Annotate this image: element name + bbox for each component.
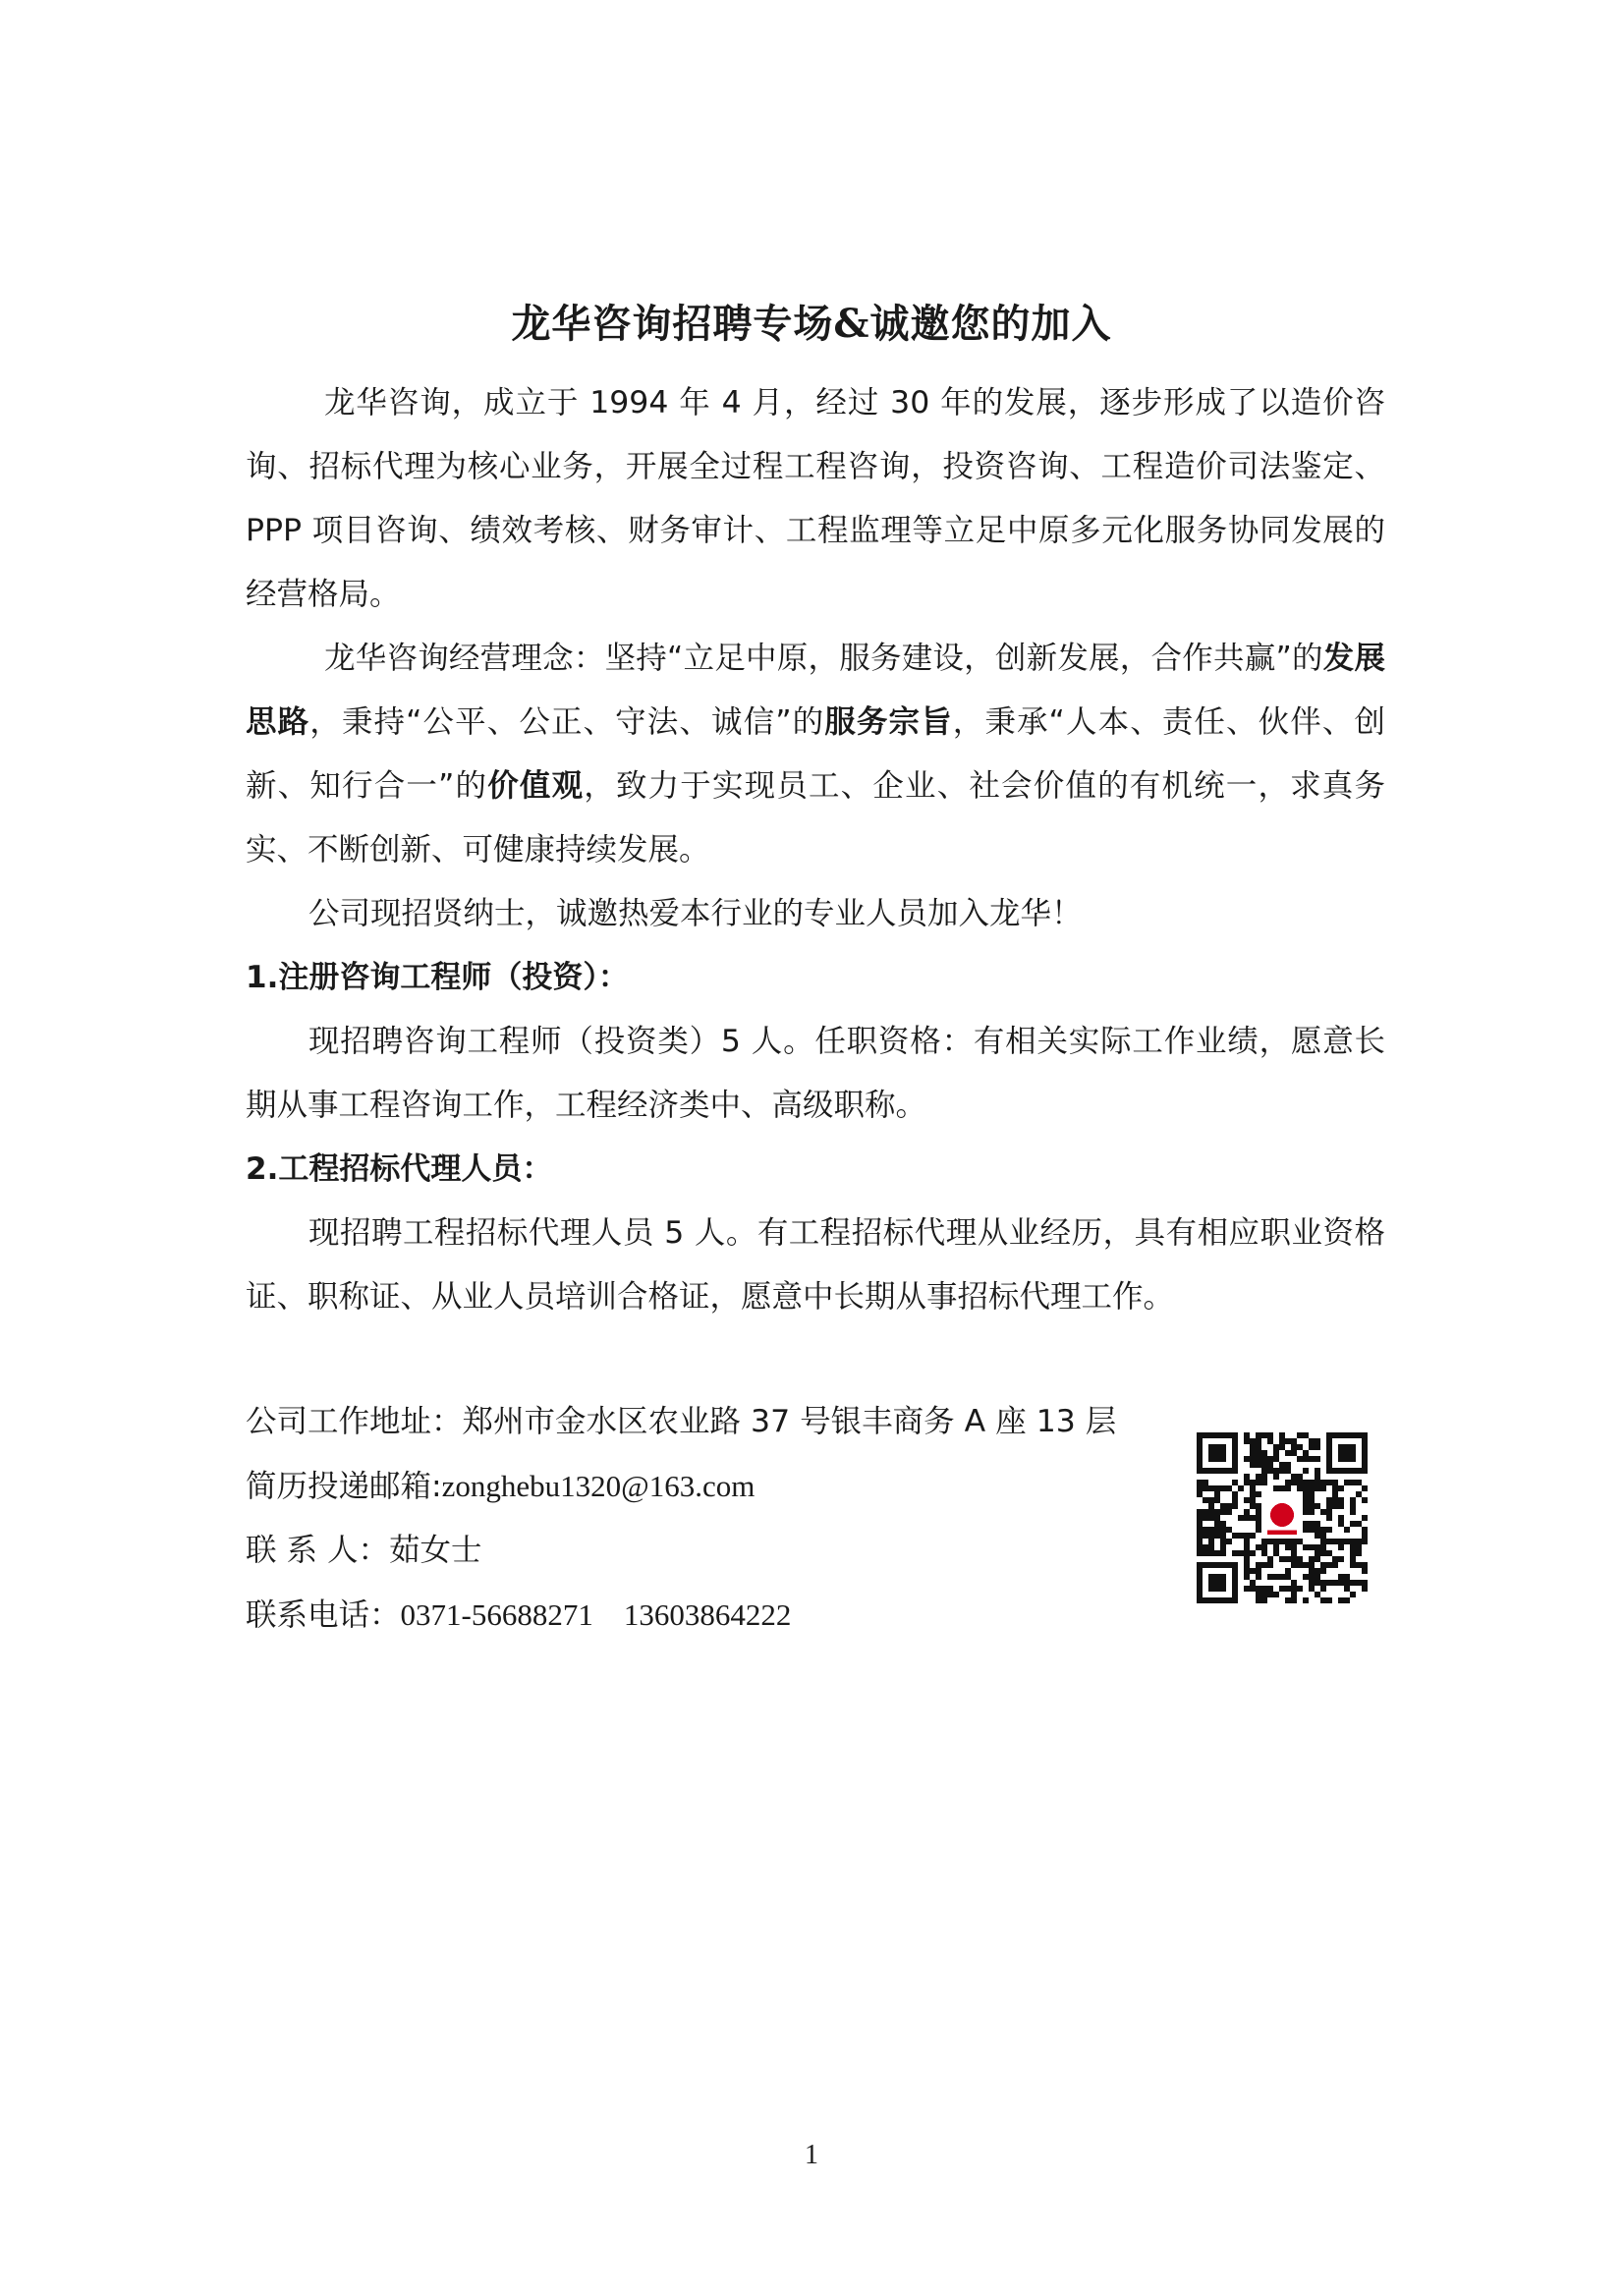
contact-person	[246, 1519, 1208, 1583]
contact-address	[246, 1390, 1208, 1454]
phone-value: 0371-56688271 13603864222	[400, 1597, 792, 1632]
philosophy-bold-values: 价值观	[487, 768, 585, 804]
intro-section	[246, 371, 1385, 1329]
intro-paragraph-invitation: 公司现招贤纳士，诚邀热爱本行业的专业人员加入龙华！	[308, 896, 1083, 931]
philosophy-bold-development: 发展思路	[246, 641, 1385, 740]
philosophy-text-c: ，秉持“公平、公正、守法、诚信”的	[309, 704, 825, 740]
person-value: 茹女士	[389, 1533, 482, 1568]
intro-paragraph-philosophy	[246, 627, 1385, 882]
page-number: 1	[805, 2140, 818, 2170]
person-label: 联 系 人：	[246, 1533, 390, 1568]
address-value: 郑州市金水区农业路 37 号银丰商务 A 座 13 层	[462, 1404, 1117, 1439]
position-desc-consultant: 现招聘咨询工程师（投资类）5 人。任职资格：有相关实际工作业绩，愿意长期从事工程咨询工作，工程经济类中、高级职称。	[246, 1024, 1385, 1123]
email-value[interactable]: zonghebu1320@163.com	[441, 1469, 756, 1503]
page-title: 龙华咨询招聘专场&诚邀您的加入	[511, 301, 1112, 347]
contact-email	[246, 1454, 1208, 1519]
contact-phone	[246, 1583, 1208, 1648]
position-heading-bidding-agent: 2.工程招标代理人员：	[246, 1151, 553, 1187]
position-desc-bidding-agent: 现招聘工程招标代理人员 5 人。有工程招标代理从业经历，具有相应职业资格证、职称证、从业人员培训合格证，愿意中长期从事招标代理工作。	[246, 1215, 1385, 1315]
intro-paragraph-history: 龙华咨询，成立于 1994 年 4 月，经过 30 年的发展，逐步形成了以造价咨询、招标代理为核心业务，开展全过程工程咨询，投资咨询、工程造价司法鉴定、PPP 项目咨询、绩效考核、财务审计、工程监理等立足中原多元化服务协同发展的经营格局。	[246, 385, 1385, 612]
philosophy-text-e: ，秉承“人本、责任、伙伴、创新、知行合一”的	[246, 704, 1385, 804]
philosophy-bold-service: 服务宗旨	[824, 704, 953, 740]
address-label: 公司工作地址：	[246, 1404, 463, 1439]
phone-label: 联系电话：	[246, 1597, 401, 1633]
philosophy-text-a: 龙华咨询经营理念：坚持“立足中原，服务建设，创新发展，合作共赢”的	[324, 641, 1323, 676]
contact-block	[246, 1390, 1208, 1648]
qr-logo-icon	[1270, 1503, 1294, 1527]
position-heading-consultant: 1.注册咨询工程师（投资）：	[246, 960, 629, 995]
philosophy-text-g: ，致力于实现员工、企业、社会价值的有机统一，求真务实、不断创新、可健康持续发展。	[246, 768, 1385, 868]
qr-code-icon[interactable]	[1197, 1432, 1368, 1603]
email-label: 简历投递邮箱:	[246, 1469, 442, 1504]
